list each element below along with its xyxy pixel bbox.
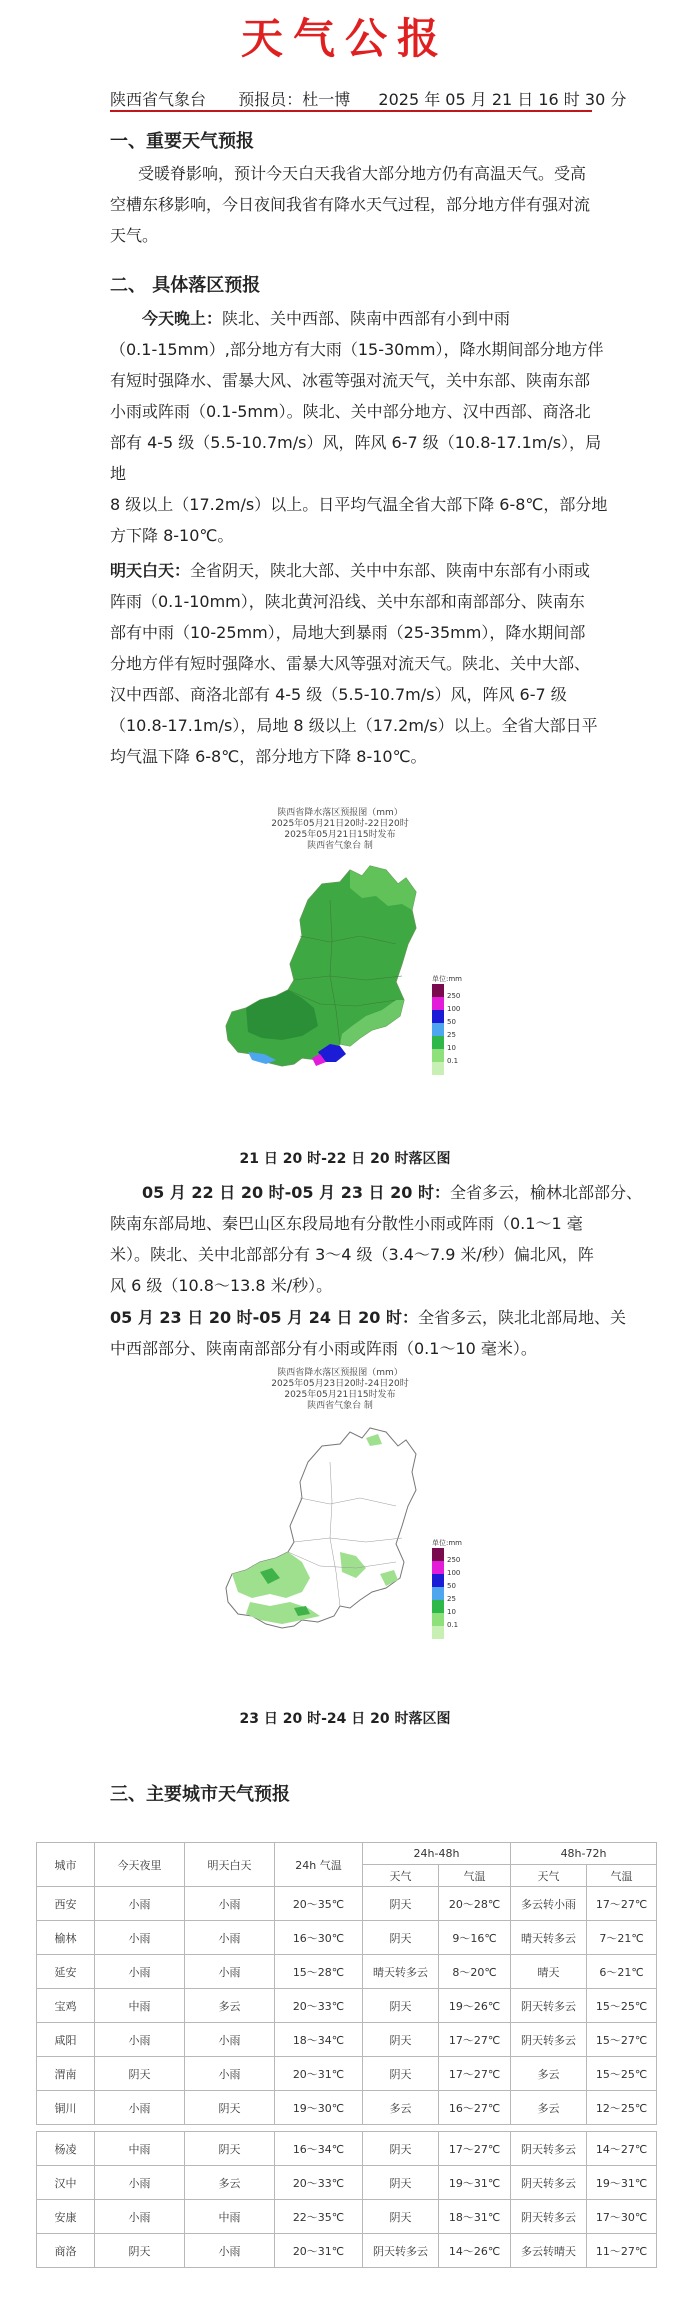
cell-temp48: 8～20℃ bbox=[439, 1955, 511, 1989]
cell-tomorrow: 阴天 bbox=[185, 2132, 275, 2166]
cell-tomorrow: 中雨 bbox=[185, 2200, 275, 2234]
cell-city: 榆林 bbox=[37, 1921, 95, 1955]
cell-weather48: 阴天 bbox=[363, 1989, 439, 2023]
cell-temp48: 18～31℃ bbox=[439, 2200, 511, 2234]
tomorrow-line: 均气温下降 6-8℃，部分地方下降 8-10℃。 bbox=[110, 747, 427, 766]
cell-tonight: 小雨 bbox=[95, 1887, 185, 1921]
tonight-forecast bbox=[110, 303, 610, 551]
cell-temp72: 14～27℃ bbox=[587, 2132, 657, 2166]
cell-temp24: 20～31℃ bbox=[275, 2234, 363, 2268]
cell-weather72: 阴天转多云 bbox=[511, 2200, 587, 2234]
table-gap-row bbox=[37, 2125, 657, 2132]
cell-temp48: 14～26℃ bbox=[439, 2234, 511, 2268]
legend-label: 25 bbox=[447, 1595, 456, 1603]
th-weather-72: 天气 bbox=[511, 1865, 587, 1887]
cell-temp24: 16～34℃ bbox=[275, 2132, 363, 2166]
legend-label: 25 bbox=[447, 1031, 456, 1039]
table-row bbox=[37, 2166, 657, 2200]
tomorrow-lead: 明天白天： bbox=[110, 561, 191, 580]
cell-city: 安康 bbox=[37, 2200, 95, 2234]
legend-label: 10 bbox=[447, 1608, 456, 1616]
cell-weather72: 阴天转多云 bbox=[511, 1989, 587, 2023]
cell-temp48: 20～28℃ bbox=[439, 1887, 511, 1921]
tomorrow-line: 全省阴天，陕北大部、关中中东部、陕南中东部有小雨或 bbox=[190, 561, 591, 580]
table-row bbox=[37, 1921, 657, 1955]
section1-line: 空槽东移影响，今日夜间我省有降水天气过程，部分地方伴有强对流 bbox=[110, 195, 591, 214]
tonight-line: 部有 4-5 级（5.5-10.7m/s）风，阵风 6-7 级（10.8-17.1m/s），局地 bbox=[110, 433, 602, 483]
cell-weather48: 阴天 bbox=[363, 2166, 439, 2200]
bulletin-meta bbox=[110, 87, 626, 110]
cell-temp72: 7～21℃ bbox=[587, 1921, 657, 1955]
cell-city: 咸阳 bbox=[37, 2023, 95, 2057]
section2-heading: 二、 具体落区预报 bbox=[110, 275, 261, 296]
cell-temp72: 15～27℃ bbox=[587, 2023, 657, 2057]
th-temp-72: 气温 bbox=[587, 1865, 657, 1887]
cell-temp72: 11～27℃ bbox=[587, 2234, 657, 2268]
day2-line: 陕南东部局地、秦巴山区东段局地有分散性小雨或阵雨（0.1～1 毫 bbox=[110, 1214, 583, 1233]
cell-tonight: 阴天 bbox=[95, 2234, 185, 2268]
day2-forecast bbox=[110, 1177, 642, 1301]
cell-weather72: 阴天转多云 bbox=[511, 2166, 587, 2200]
tonight-line: 陕北、关中西部、陕南中西部有小到中雨 bbox=[222, 309, 511, 328]
section1-heading: 一、重要天气预报 bbox=[110, 131, 254, 152]
table-row bbox=[37, 1887, 657, 1921]
legend-swatch bbox=[432, 1587, 444, 1600]
cell-weather72: 多云 bbox=[511, 2091, 587, 2125]
table-gap-cell bbox=[37, 2125, 657, 2132]
legend-swatch bbox=[432, 1561, 444, 1574]
day2-line: 风 6 级（10.8～13.8 米/秒）。 bbox=[110, 1276, 333, 1295]
map2-title-line: 2025年05月23日20时-24日20时 bbox=[271, 1379, 409, 1389]
legend-label: 100 bbox=[447, 1569, 461, 1577]
day2-line: 全省多云，榆林北部部分、 bbox=[449, 1183, 642, 1202]
table-row bbox=[37, 2023, 657, 2057]
cell-tomorrow: 小雨 bbox=[185, 1887, 275, 1921]
th-tonight: 今天夜里 bbox=[95, 1843, 185, 1887]
table-row bbox=[37, 1989, 657, 2023]
legend-label: 50 bbox=[447, 1018, 456, 1026]
th-group48: 24h-48h bbox=[363, 1843, 511, 1865]
legend-swatch bbox=[432, 997, 444, 1010]
cell-temp72: 15～25℃ bbox=[587, 2057, 657, 2091]
cell-weather72: 晴天转多云 bbox=[511, 1921, 587, 1955]
table-row bbox=[37, 2200, 657, 2234]
tonight-line: 方下降 8-10℃。 bbox=[110, 526, 234, 545]
day2-lead: 05 月 22 日 20 时-05 月 23 日 20 时： bbox=[142, 1183, 450, 1202]
cell-weather48: 阴天 bbox=[363, 2200, 439, 2234]
cell-tomorrow: 小雨 bbox=[185, 1921, 275, 1955]
map2-caption: 23 日 20 时-24 日 20 时落区图 bbox=[239, 1711, 451, 1727]
cell-temp48: 16～27℃ bbox=[439, 2091, 511, 2125]
cell-temp72: 19～31℃ bbox=[587, 2166, 657, 2200]
th-weather-48: 天气 bbox=[363, 1865, 439, 1887]
legend-swatch bbox=[432, 1049, 444, 1062]
legend-swatch bbox=[432, 1062, 444, 1075]
cell-temp48: 19～31℃ bbox=[439, 2166, 511, 2200]
cell-tonight: 小雨 bbox=[95, 2023, 185, 2057]
legend-swatch bbox=[432, 1626, 444, 1639]
cell-city: 杨凌 bbox=[37, 2132, 95, 2166]
cell-weather72: 阴天转多云 bbox=[511, 2023, 587, 2057]
table-row bbox=[37, 2234, 657, 2268]
cell-tomorrow: 阴天 bbox=[185, 2091, 275, 2125]
map2-title-line: 陕西省气象台 制 bbox=[307, 1401, 373, 1411]
cell-tonight: 中雨 bbox=[95, 2132, 185, 2166]
table-row bbox=[37, 2057, 657, 2091]
tonight-line: （0.1-15mm）,部分地方有大雨（15-30mm），降水期间部分地方伴 bbox=[110, 340, 604, 359]
meta-org: 陕西省气象台 bbox=[110, 90, 207, 109]
table-row bbox=[37, 2132, 657, 2166]
map2-title-line: 陕西省降水落区预报图（mm） bbox=[277, 1368, 403, 1378]
legend-unit: 单位:mm bbox=[432, 975, 462, 983]
legend-swatch bbox=[432, 1574, 444, 1587]
legend-swatch bbox=[432, 1613, 444, 1626]
map2-province-shape bbox=[226, 1428, 416, 1628]
cell-tomorrow: 小雨 bbox=[185, 1955, 275, 1989]
legend-swatch bbox=[432, 984, 444, 997]
tonight-line: 小雨或阵雨（0.1-5mm）。陕北、关中部分地方、汉中西部、商洛北 bbox=[110, 402, 591, 421]
legend-label: 0.1 bbox=[447, 1057, 459, 1065]
cell-temp48: 17～27℃ bbox=[439, 2132, 511, 2166]
cell-weather72: 多云转晴天 bbox=[511, 2234, 587, 2268]
th-city: 城市 bbox=[37, 1843, 95, 1887]
cell-weather72: 多云转小雨 bbox=[511, 1887, 587, 1921]
tomorrow-forecast bbox=[110, 555, 610, 772]
cell-temp24: 16～30℃ bbox=[275, 1921, 363, 1955]
section1-line: 受暖脊影响，预计今天白天我省大部分地方仍有高温天气。受高 bbox=[138, 164, 587, 183]
cell-temp72: 15～25℃ bbox=[587, 1989, 657, 2023]
cell-city: 汉中 bbox=[37, 2166, 95, 2200]
cell-temp48: 19～26℃ bbox=[439, 1989, 511, 2023]
cell-tonight: 中雨 bbox=[95, 1989, 185, 2023]
precip-map-2 bbox=[190, 1362, 490, 1712]
cell-temp24: 20～33℃ bbox=[275, 2166, 363, 2200]
section3-heading: 三、主要城市天气预报 bbox=[110, 1784, 290, 1805]
cell-city: 铜川 bbox=[37, 2091, 95, 2125]
legend-swatch bbox=[432, 1036, 444, 1049]
legend-label: 250 bbox=[447, 992, 461, 1000]
map2-legend bbox=[432, 1538, 482, 1639]
header-divider bbox=[110, 110, 592, 112]
cell-temp24: 22～35℃ bbox=[275, 2200, 363, 2234]
legend-label: 50 bbox=[447, 1582, 456, 1590]
cell-tonight: 小雨 bbox=[95, 2200, 185, 2234]
cell-tonight: 小雨 bbox=[95, 1955, 185, 1989]
legend-label: 100 bbox=[447, 1005, 461, 1013]
cell-temp24: 20～31℃ bbox=[275, 2057, 363, 2091]
cell-tonight: 小雨 bbox=[95, 2166, 185, 2200]
cell-weather48: 阴天 bbox=[363, 2023, 439, 2057]
cell-weather48: 阴天 bbox=[363, 1887, 439, 1921]
cell-temp24: 18～34℃ bbox=[275, 2023, 363, 2057]
cell-tomorrow: 多云 bbox=[185, 1989, 275, 2023]
cell-city: 商洛 bbox=[37, 2234, 95, 2268]
map2-title-line: 2025年05月21日15时发布 bbox=[284, 1390, 396, 1400]
legend-swatch bbox=[432, 1023, 444, 1036]
cell-weather48: 阴天转多云 bbox=[363, 2234, 439, 2268]
cell-weather48: 阴天 bbox=[363, 2057, 439, 2091]
map1-title-line: 陕西省降水落区预报图（mm） bbox=[277, 808, 403, 818]
day2-line: 米）。陕北、关中北部部分有 3～4 级（3.4～7.9 米/秒）偏北风，阵 bbox=[110, 1245, 594, 1264]
map1-caption: 21 日 20 时-22 日 20 时落区图 bbox=[239, 1151, 451, 1167]
day3-line: 全省多云，陕北北部局地、关 bbox=[417, 1308, 626, 1327]
cell-tomorrow: 小雨 bbox=[185, 2234, 275, 2268]
cell-weather48: 阴天 bbox=[363, 1921, 439, 1955]
cell-tomorrow: 小雨 bbox=[185, 2023, 275, 2057]
cell-temp24: 20～35℃ bbox=[275, 1887, 363, 1921]
legend-label: 0.1 bbox=[447, 1621, 459, 1629]
cell-tonight: 阴天 bbox=[95, 2057, 185, 2091]
th-tomorrow: 明天白天 bbox=[185, 1843, 275, 1887]
cell-weather48: 多云 bbox=[363, 2091, 439, 2125]
cell-temp72: 17～30℃ bbox=[587, 2200, 657, 2234]
table-row bbox=[37, 2091, 657, 2125]
day3-line: 中西部部分、陕南南部部分有小雨或阵雨（0.1～10 毫米）。 bbox=[110, 1339, 537, 1358]
tomorrow-line: （10.8-17.1m/s），局地 8 级以上（17.2m/s）以上。全省大部日平 bbox=[110, 716, 598, 735]
cell-temp24: 15～28℃ bbox=[275, 1955, 363, 1989]
table-row bbox=[37, 1955, 657, 1989]
legend-swatch bbox=[432, 1010, 444, 1023]
precip-map-1 bbox=[190, 800, 490, 1140]
map1-title-line: 2025年05月21日15时发布 bbox=[284, 830, 396, 840]
day3-lead: 05 月 23 日 20 时-05 月 24 日 20 时： bbox=[110, 1308, 418, 1327]
tonight-line: 有短时强降水、雷暴大风、冰雹等强对流天气，关中东部、陕南东部 bbox=[110, 371, 591, 390]
th-temp24: 24h 气温 bbox=[275, 1843, 363, 1887]
cell-city: 西安 bbox=[37, 1887, 95, 1921]
map1-title-line: 陕西省气象台 制 bbox=[307, 841, 373, 851]
cell-city: 延安 bbox=[37, 1955, 95, 1989]
tomorrow-line: 汉中西部、商洛北部有 4-5 级（5.5-10.7m/s）风，阵风 6-7 级 bbox=[110, 685, 567, 704]
cell-temp72: 6～21℃ bbox=[587, 1955, 657, 1989]
th-group72: 48h-72h bbox=[511, 1843, 657, 1865]
map1-title-line: 2025年05月21日20时-22日20时 bbox=[271, 819, 409, 829]
table-header-row-1 bbox=[37, 1843, 657, 1865]
tomorrow-line: 阵雨（0.1-10mm），陕北黄河沿线、关中东部和南部部分、陕南东 bbox=[110, 592, 585, 611]
tomorrow-line: 分地方伴有短时强降水、雷暴大风等强对流天气。陕北、关中大部、 bbox=[110, 654, 591, 673]
cell-temp48: 9～16℃ bbox=[439, 1921, 511, 1955]
cell-temp72: 12～25℃ bbox=[587, 2091, 657, 2125]
cell-weather72: 多云 bbox=[511, 2057, 587, 2091]
meta-forecaster: 预报员：杜一博 bbox=[238, 90, 351, 109]
cell-tomorrow: 多云 bbox=[185, 2166, 275, 2200]
cell-weather72: 晴天 bbox=[511, 1955, 587, 1989]
map1-legend bbox=[432, 974, 482, 1075]
th-temp-48: 气温 bbox=[439, 1865, 511, 1887]
cell-temp72: 17～27℃ bbox=[587, 1887, 657, 1921]
cell-tonight: 小雨 bbox=[95, 2091, 185, 2125]
tomorrow-line: 部有中雨（10-25mm），局地大到暴雨（25-35mm），降水期间部 bbox=[110, 623, 586, 642]
cell-temp48: 17～27℃ bbox=[439, 2057, 511, 2091]
tonight-line: 8 级以上（17.2m/s）以上。日平均气温全省大部下降 6-8℃，部分地 bbox=[110, 495, 608, 514]
day3-forecast bbox=[110, 1302, 626, 1364]
city-forecast-table bbox=[36, 1842, 657, 2268]
legend-label: 10 bbox=[447, 1044, 456, 1052]
meta-time: 2025 年 05 月 21 日 16 时 30 分 bbox=[378, 90, 627, 109]
cell-city: 渭南 bbox=[37, 2057, 95, 2091]
cell-temp24: 19～30℃ bbox=[275, 2091, 363, 2125]
legend-swatch bbox=[432, 1600, 444, 1613]
cell-temp48: 17～27℃ bbox=[439, 2023, 511, 2057]
section1-line: 天气。 bbox=[110, 226, 159, 245]
tonight-lead: 今天晚上： bbox=[142, 309, 223, 328]
section1-body bbox=[110, 158, 610, 251]
bulletin-title: 天气公报 bbox=[240, 14, 449, 63]
cell-temp24: 20～33℃ bbox=[275, 1989, 363, 2023]
cell-tonight: 小雨 bbox=[95, 1921, 185, 1955]
cell-tomorrow: 小雨 bbox=[185, 2057, 275, 2091]
legend-unit: 单位:mm bbox=[432, 1539, 462, 1547]
cell-city: 宝鸡 bbox=[37, 1989, 95, 2023]
cell-weather72: 阴天转多云 bbox=[511, 2132, 587, 2166]
legend-swatch bbox=[432, 1548, 444, 1561]
cell-weather48: 晴天转多云 bbox=[363, 1955, 439, 1989]
cell-weather48: 阴天 bbox=[363, 2132, 439, 2166]
legend-label: 250 bbox=[447, 1556, 461, 1564]
